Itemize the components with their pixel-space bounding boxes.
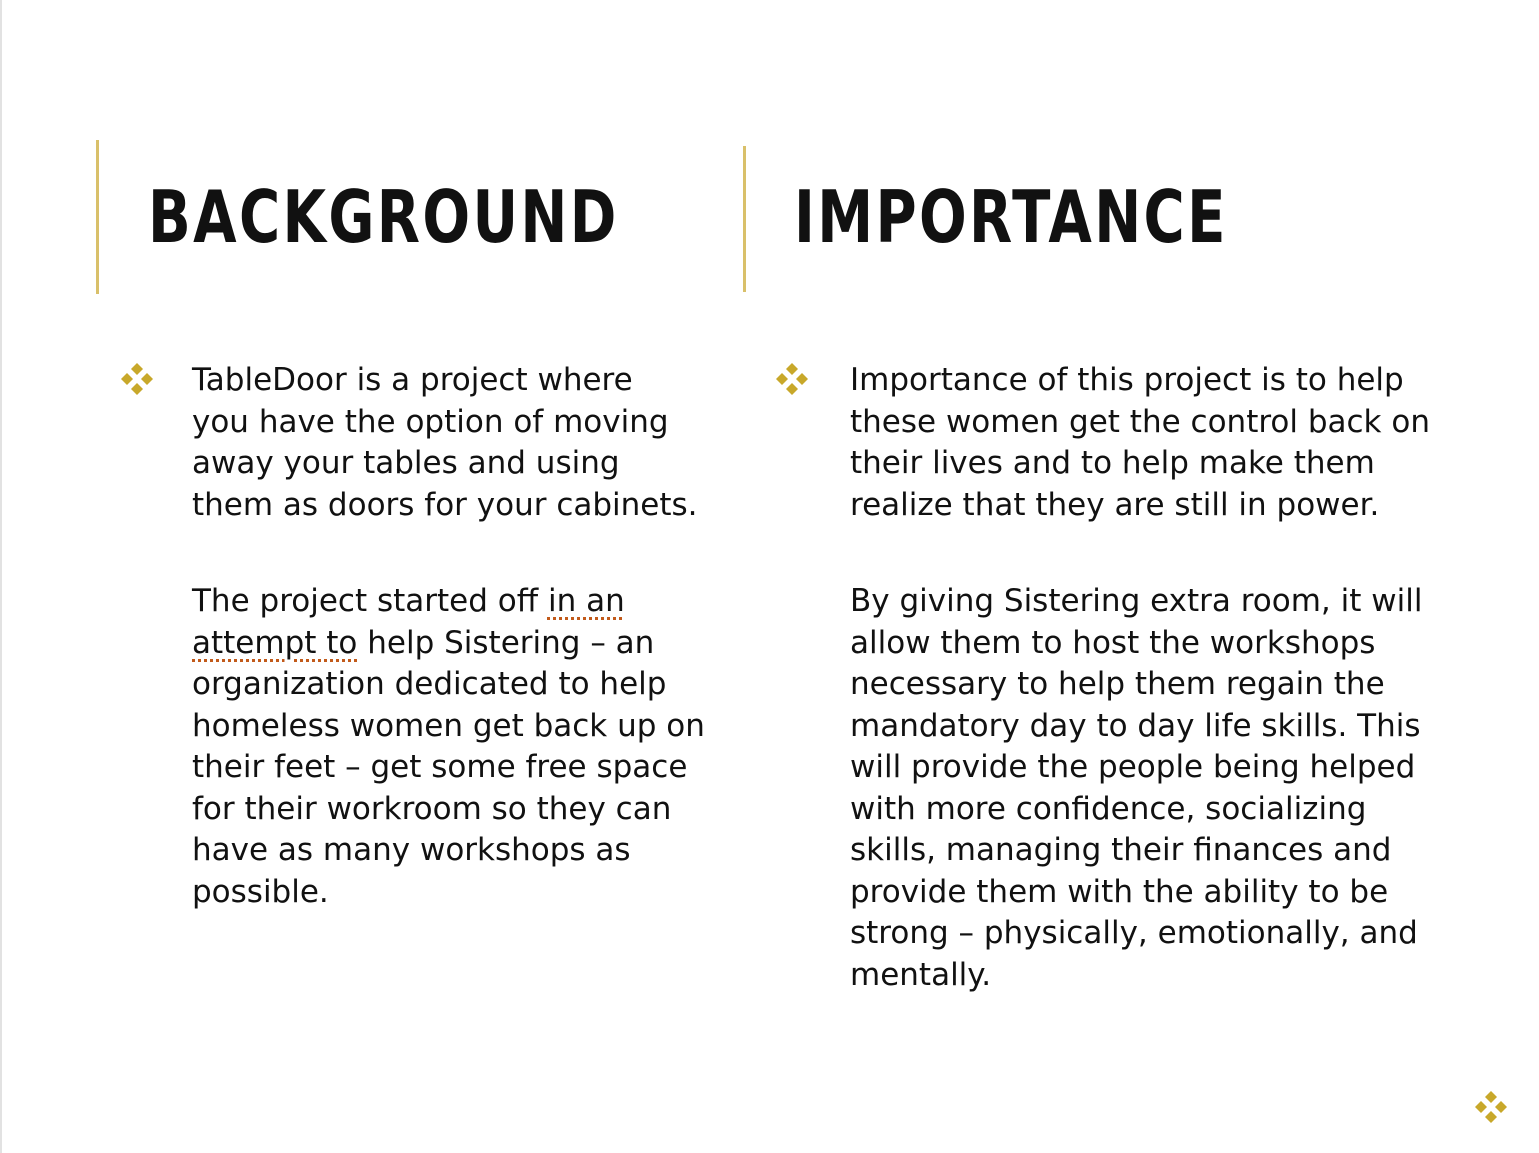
text-line: them as doors for your cabinets. xyxy=(192,486,698,523)
text-line: will provide the people being helped xyxy=(850,749,1416,785)
text-line: their feet – get some free space xyxy=(192,749,688,785)
text-line: homeless women get back up on xyxy=(192,707,705,744)
spellcheck-flagged-text[interactable]: attempt to xyxy=(192,624,358,661)
background-heading: BACKGROUND xyxy=(148,175,619,259)
slide-left-edge xyxy=(0,0,2,1153)
diamond-cluster-icon xyxy=(1474,1090,1508,1124)
importance-paragraph-1 xyxy=(850,360,1430,526)
text-line: necessary to help them regain the xyxy=(850,666,1385,702)
text-segment: help Sistering – an xyxy=(357,624,655,661)
background-paragraph-2 xyxy=(192,581,705,913)
text-line: skills, managing their finances and xyxy=(850,832,1392,868)
text-line: realize that they are still in power. xyxy=(850,486,1380,523)
text-line: organization dedicated to help xyxy=(192,666,667,702)
background-paragraph-1 xyxy=(192,360,698,526)
text-line: with more confidence, socializing xyxy=(850,790,1367,827)
text-line: have as many workshops as xyxy=(192,832,631,868)
text-line: provide them with the ability to be xyxy=(850,873,1389,910)
text-segment: The project started off xyxy=(192,583,548,619)
text-line: these women get the control back on xyxy=(850,403,1430,440)
text-line: mandatory day to day life skills. This xyxy=(850,707,1421,744)
text-line: strong – physically, emotionally, and xyxy=(850,915,1418,951)
diamond-cluster-icon xyxy=(120,362,154,396)
text-line: you have the option of moving xyxy=(192,403,669,440)
text-line xyxy=(192,623,705,665)
text-line: By giving Sistering extra room, it will xyxy=(850,583,1423,619)
diamond-cluster-icon xyxy=(775,362,809,396)
background-accent-bar xyxy=(96,140,99,294)
text-line: TableDoor is a project where xyxy=(192,362,633,398)
text-line: away your tables and using xyxy=(192,445,620,481)
text-line: possible. xyxy=(192,873,329,910)
importance-paragraph-2 xyxy=(850,581,1422,996)
text-line: their lives and to help make them xyxy=(850,445,1375,481)
text-line xyxy=(192,581,705,623)
text-line: mentally. xyxy=(850,956,992,993)
text-line: Importance of this project is to help xyxy=(850,362,1404,398)
importance-heading: IMPORTANCE xyxy=(794,175,1228,259)
text-line: allow them to host the workshops xyxy=(850,624,1376,661)
importance-accent-bar xyxy=(743,146,746,292)
text-line: for their workroom so they can xyxy=(192,790,672,827)
spellcheck-flagged-text[interactable]: in an xyxy=(547,583,625,619)
